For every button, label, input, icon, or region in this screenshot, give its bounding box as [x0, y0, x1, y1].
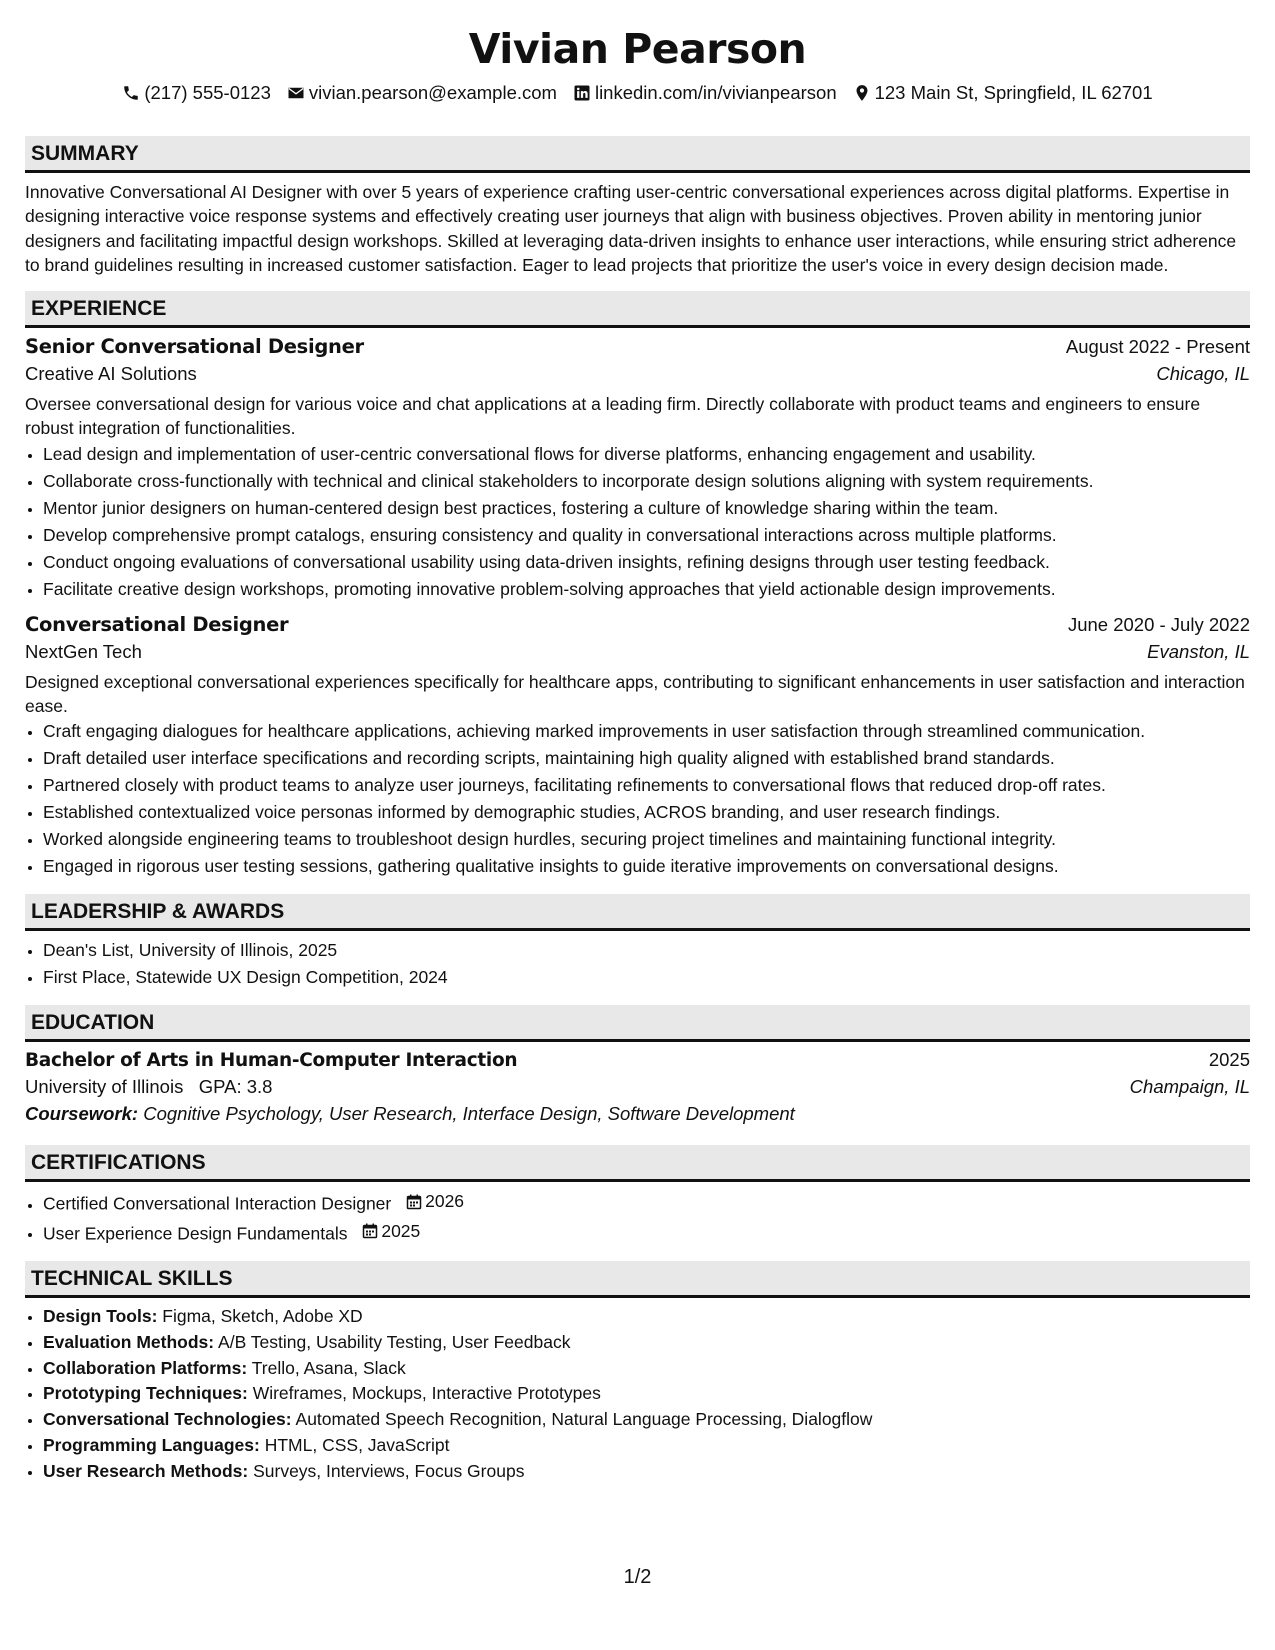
certification-year: 2026 — [425, 1191, 465, 1212]
list-item: • Facilitate creative design workshops, promoting innovative problem-solving approaches that yield actionable design improvements. — [43, 576, 1250, 603]
skill-value: Wireframes, Mockups, Interactive Prototypes — [252, 1383, 601, 1404]
skill-value: HTML, CSS, JavaScript — [264, 1434, 450, 1455]
job-location: Evanston, IL — [1147, 640, 1250, 662]
section-header-experience: EXPERIENCE — [25, 291, 1250, 328]
email-text: vivian.pearson@example.com — [308, 82, 557, 103]
job-description: Designed exceptional conversational experiences specifically for healthcare apps, contributing to significant enhancements in user satisfaction and interaction ease. — [25, 671, 1245, 717]
school-row — [25, 1076, 1250, 1098]
contact-phone — [122, 81, 271, 105]
company-name: NextGen Tech — [25, 640, 142, 662]
list-item — [43, 1407, 1250, 1433]
list-item — [43, 1459, 1250, 1485]
list-item: • Draft detailed user interface specifications and recording scripts, maintaining high quality aligned with established brand standards. — [43, 745, 1250, 772]
skill-label: Design Tools: — [43, 1306, 158, 1327]
company-name: Creative AI Solutions — [25, 363, 197, 385]
section-header-education: EDUCATION — [25, 1005, 1250, 1042]
skill-value: Automated Speech Recognition, Natural Language Processing, Dialogflow — [295, 1409, 873, 1430]
map-pin-icon — [853, 84, 871, 102]
list-item: • Dean's List, University of Illinois, 2025 — [43, 937, 1250, 964]
job-dates: August 2022 - Present — [1065, 336, 1250, 358]
certification-date — [362, 1218, 420, 1245]
resume-page — [25, 0, 1250, 1588]
awards-list — [25, 937, 1250, 991]
skill-value: A/B Testing, Usability Testing, User Feedback — [218, 1332, 571, 1353]
section-header-certifications: CERTIFICATIONS — [25, 1145, 1250, 1182]
list-item: • First Place, Statewide UX Design Competition, 2024 — [43, 964, 1250, 991]
list-item: • Worked alongside engineering teams to troubleshoot design hurdles, securing project timelines and maintaining functional integrity. — [43, 826, 1250, 853]
contact-address — [853, 81, 1153, 105]
address-text: 123 Main St, Springfield, IL 62701 — [874, 82, 1153, 103]
company-row — [25, 363, 1250, 385]
job-location: Chicago, IL — [1156, 363, 1250, 385]
job-description: Oversee conversational design for various voice and chat applications at a leading firm. Directly collaborate with product teams and engineers to ensure robust integration of functionalities. — [25, 394, 1201, 439]
list-item — [43, 1356, 1250, 1382]
job-title: Senior Conversational Designer — [25, 335, 364, 359]
list-item — [43, 1433, 1250, 1459]
skill-value: Trello, Asana, Slack — [251, 1357, 406, 1378]
job-dates: June 2020 - July 2022 — [1067, 613, 1250, 635]
coursework-row — [25, 1103, 1250, 1125]
job-title: Conversational Designer — [25, 612, 289, 636]
calendar-icon — [406, 1194, 422, 1210]
page-number: 1/2 — [623, 1566, 652, 1588]
list-item: • Established contextualized voice personas informed by demographic studies, ACROS branding, and user research findings. — [43, 799, 1250, 826]
education-entry — [25, 1049, 1250, 1125]
certification-date — [406, 1188, 464, 1215]
gpa: GPA: 3.8 — [198, 1076, 273, 1098]
job-header — [25, 613, 1250, 636]
list-item: • Conduct ongoing evaluations of conversational usability using data-driven insights, refining designs through user testing feedback. — [43, 549, 1250, 576]
degree-title: Bachelor of Arts in Human-Computer Interaction — [25, 1050, 518, 1072]
skill-value: Surveys, Interviews, Focus Groups — [253, 1460, 525, 1481]
skill-label: User Research Methods: — [43, 1460, 249, 1481]
section-header-summary: SUMMARY — [25, 136, 1250, 173]
skill-label: Collaboration Platforms: — [43, 1357, 248, 1378]
skills-list — [25, 1304, 1250, 1484]
certification-name: User Experience Design Fundamentals — [43, 1223, 348, 1244]
section-header-leadership: LEADERSHIP & AWARDS — [25, 894, 1250, 931]
contact-bar — [25, 81, 1250, 105]
school-name: University of Illinois — [25, 1076, 184, 1098]
job-bullets — [25, 718, 1250, 880]
certification-year: 2025 — [381, 1220, 421, 1241]
list-item — [43, 1218, 1250, 1248]
company-row — [25, 641, 1250, 663]
experience-entry — [25, 613, 1250, 881]
certifications-list — [25, 1188, 1250, 1247]
summary-text: Innovative Conversational AI Designer with over 5 years of experience crafting user-centric conversational experiences across digital platforms. Expertise in designing interactive voice response systems and effectively creating user journeys that align with business objectives. Proven ability in mentoring junior designers and facilitating impactful design workshops. Skilled at leveraging data-driven insights to enhance user interactions, while ensuring strict adherence to brand guidelines resulting in increased customer satisfaction. Eager to lead projects that prioritize the user's voice in every design decision made. — [25, 182, 1237, 275]
skill-value: Figma, Sketch, Adobe XD — [162, 1306, 363, 1327]
list-item — [43, 1381, 1250, 1407]
list-item: • Develop comprehensive prompt catalogs, ensuring consistency and quality in conversational interactions across multiple platforms. — [43, 522, 1250, 549]
phone-icon — [122, 84, 140, 102]
job-bullets — [25, 441, 1250, 603]
list-item: • Engaged in rigorous user testing sessions, gathering qualitative insights to guide iterative improvements on conversational designs. — [43, 853, 1250, 880]
list-item — [43, 1188, 1250, 1218]
list-item: • Collaborate cross-functionally with technical and clinical stakeholders to incorporate design solutions aligning with system requirements. — [43, 468, 1250, 495]
list-item: • Craft engaging dialogues for healthcare applications, achieving marked improvements in user satisfaction through streamlined communication. — [43, 718, 1250, 745]
list-item: • Lead design and implementation of user-centric conversational flows for diverse platforms, enhancing engagement and usability. — [43, 441, 1250, 468]
linkedin-icon — [573, 84, 591, 102]
coursework-list: Cognitive Psychology, User Research, Interface Design, Software Development — [143, 1103, 795, 1125]
coursework-label: Coursework: — [25, 1103, 139, 1125]
list-item: • Mentor junior designers on human-centered design best practices, fostering a culture of knowledge sharing within the team. — [43, 495, 1250, 522]
list-item: • Partnered closely with product teams to analyze user journeys, facilitating refinements to conversational flows that reduced drop-off rates. — [43, 772, 1250, 799]
phone-text: (217) 555-0123 — [144, 82, 271, 103]
degree-row — [25, 1049, 1250, 1071]
linkedin-text: linkedin.com/in/vivianpearson — [594, 82, 837, 103]
school-info — [25, 1076, 272, 1098]
school-location: Champaign, IL — [1129, 1076, 1250, 1098]
degree-year: 2025 — [1208, 1049, 1250, 1071]
contact-linkedin[interactable] — [573, 81, 837, 105]
list-item — [43, 1330, 1250, 1356]
certification-name: Certified Conversational Interaction Designer — [43, 1193, 392, 1214]
list-item — [43, 1304, 1250, 1330]
calendar-icon — [362, 1223, 378, 1239]
candidate-name: Vivian Pearson — [468, 25, 807, 73]
experience-entry — [25, 335, 1250, 603]
skill-label: Prototyping Techniques: — [43, 1383, 248, 1404]
skill-label: Evaluation Methods: — [43, 1332, 215, 1353]
skill-label: Programming Languages: — [43, 1434, 260, 1455]
section-header-skills: TECHNICAL SKILLS — [25, 1261, 1250, 1298]
job-header — [25, 335, 1250, 358]
envelope-icon — [287, 84, 305, 102]
contact-email[interactable] — [287, 81, 557, 105]
skill-label: Conversational Technologies: — [43, 1409, 292, 1430]
